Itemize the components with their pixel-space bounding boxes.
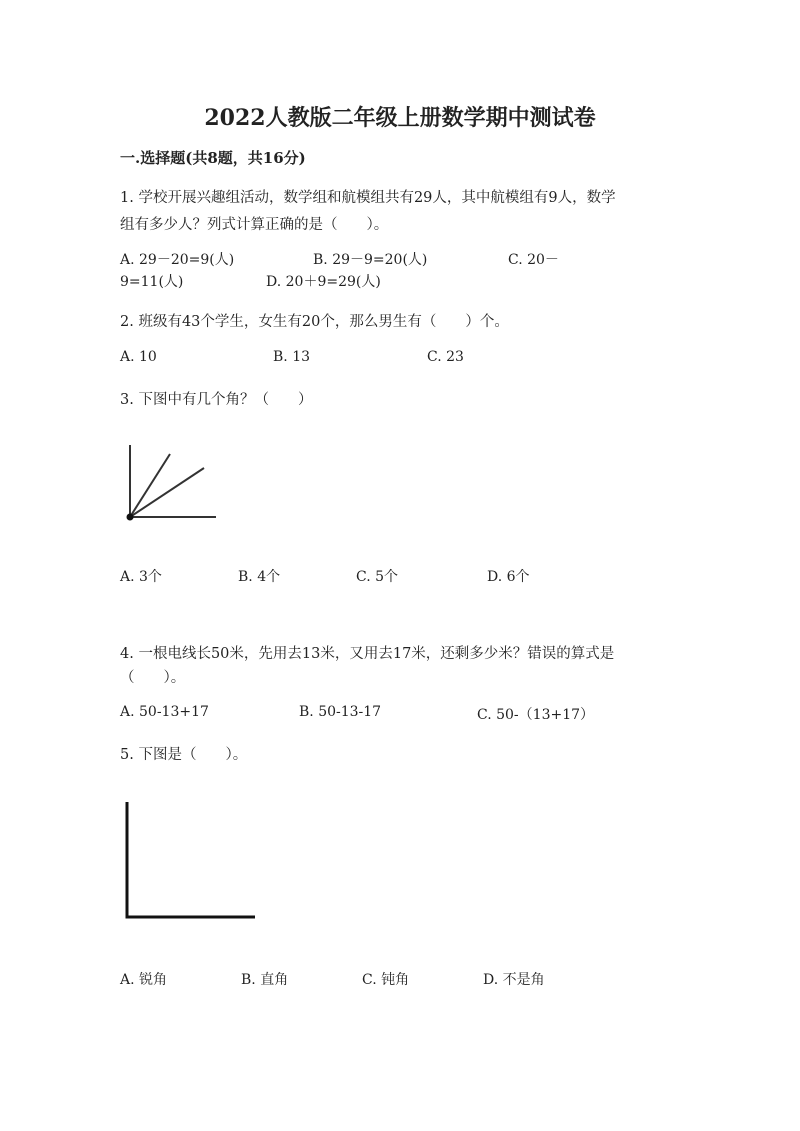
question-2-option-c: C. 23: [427, 349, 464, 365]
question-4-line-1: 4. 一根电线长50米，先用去13米，又用去17米，还剩多少米？错误的算式是: [120, 646, 615, 662]
angle-figure-rays: [118, 440, 228, 530]
question-3-option-a: A. 3个: [120, 569, 162, 585]
question-2-option-a: A. 10: [120, 349, 157, 365]
question-4-line-2: （ ）。: [120, 670, 186, 686]
question-5-option-a: A. 锐角: [120, 972, 168, 988]
section-heading: 一.选择题(共8题，共16分): [120, 149, 306, 167]
page-title: 2022人教版二年级上册数学期中测试卷: [204, 105, 596, 131]
question-1-option-c: C. 20－: [508, 252, 559, 268]
question-5-line-1: 5. 下图是（ ）。: [120, 747, 248, 763]
question-5-option-d: D. 不是角: [483, 972, 545, 988]
question-1-option-c-continued: 9=11(人): [120, 274, 184, 290]
question-4-option-b: B. 50-13-17: [299, 704, 382, 720]
question-1-line-2: 组有多少人？列式计算正确的是（ ）。: [120, 217, 389, 233]
question-2-line-1: 2. 班级有43个学生，女生有20个，那么男生有（ ）个。: [120, 314, 509, 330]
question-4-option-c: C. 50-（13+17）: [477, 707, 595, 723]
question-5-option-c: C. 钝角: [362, 972, 410, 988]
right-angle-figure: [120, 798, 260, 923]
question-3-option-c: C. 5个: [356, 569, 399, 585]
question-1-option-d: D. 20＋9=29(人): [266, 274, 381, 290]
question-3-option-d: D. 6个: [487, 569, 530, 585]
question-1-option-b: B. 29－9=20(人): [313, 252, 428, 268]
question-1-line-1: 1. 学校开展兴趣组活动，数学组和航模组共有29人，其中航模组有9人，数学: [120, 190, 616, 206]
question-5-option-b: B. 直角: [241, 972, 289, 988]
question-2-option-b: B. 13: [273, 349, 311, 365]
question-1-option-a: A. 29－20=9(人): [120, 252, 235, 268]
question-4-option-a: A. 50-13+17: [120, 704, 209, 720]
question-3-line-1: 3. 下图中有几个角？（ ）: [120, 392, 313, 408]
question-3-option-b: B. 4个: [238, 569, 281, 585]
